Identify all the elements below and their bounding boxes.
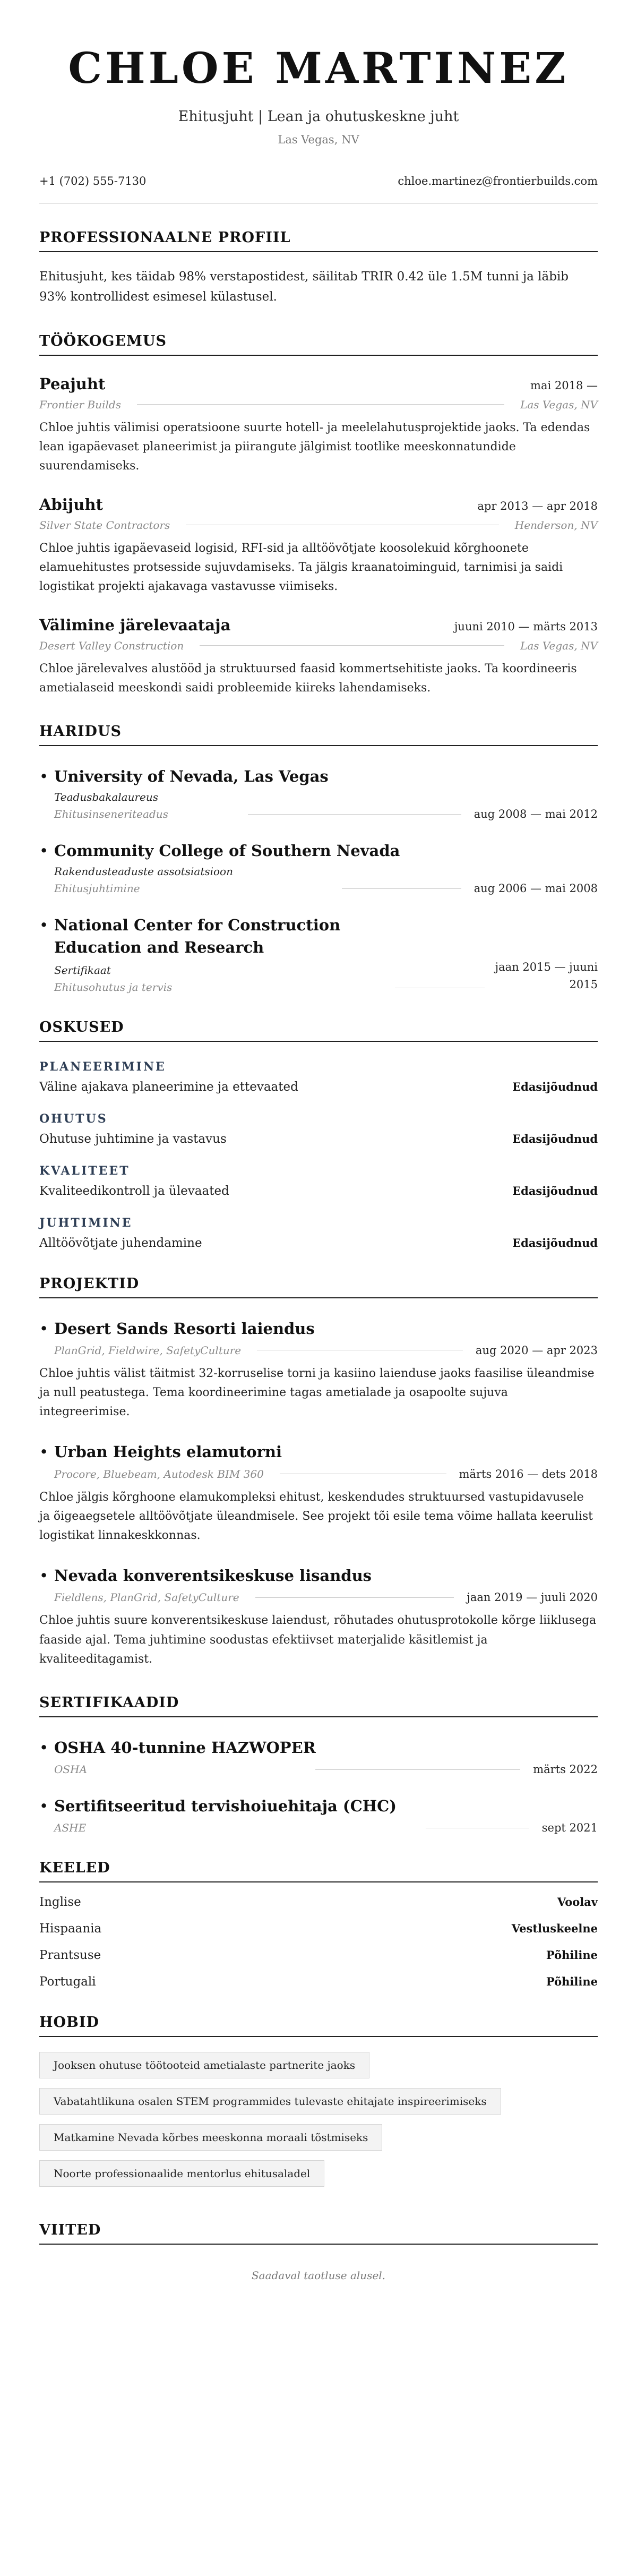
section-title: HOBID [39, 2014, 598, 2037]
certification-issuer: ASHE [54, 1821, 87, 1835]
language-name: Inglise [39, 1895, 81, 1910]
skill-group [39, 1112, 598, 1146]
job-location: Las Vegas, NV [520, 639, 598, 652]
project-dates: märts 2016 — dets 2018 [459, 1467, 598, 1480]
education-entry [39, 840, 598, 895]
divider-line [137, 404, 504, 405]
divider-line [342, 888, 461, 889]
job-entry [39, 495, 598, 597]
bullet-icon: • [39, 1443, 49, 1461]
language-level: Vestluskeelne [511, 1922, 598, 1936]
project-dates: jaan 2019 — juuli 2020 [467, 1591, 598, 1604]
language-row [39, 1922, 598, 1936]
skill-category: KVALITEET [39, 1163, 130, 1178]
skill-group [39, 1164, 598, 1198]
hobby-tag: Vabatahtlikuna osalen STEM programmides tulevaste ehitajate inspireerimiseks [39, 2088, 501, 2115]
project-description: Chloe juhtis suure konverentsikeskuse laiendust, rõhutades ohutusprotokolle kõrge liiklusega faaside ajal. Tema juhtimine soodustas efektiivset materjalide käsitlemist ja kvaliteeditagamist. [39, 1614, 597, 1666]
job-dates: juuni 2010 — märts 2013 [454, 620, 598, 633]
header-divider [39, 203, 598, 204]
hobby-tag: Noorte professionaalide mentorlus ehitusaladel [39, 2160, 324, 2187]
job-location: Henderson, NV [514, 518, 598, 532]
language-name: Hispaania [39, 1922, 102, 1936]
job-description: Chloe juhtis välimisi operatsioone suurte hotell- ja meelelahutusprojektide jaoks. Ta edendas lean igapäevaset planeerimist ja piirangute jälgimist tootlike meeskonnatundide suurendamiseks. [39, 421, 590, 473]
resume-header [39, 43, 598, 146]
hobby-tag: Matkamine Nevada kõrbes meeskonna moraali tõstmiseks [39, 2124, 382, 2151]
project-entry [39, 1317, 598, 1422]
degree: Sertifikaat [54, 963, 111, 977]
project-entry [39, 1564, 598, 1669]
education-dates-line1: jaan 2015 — juuni [495, 961, 598, 974]
section-title: PROFESSIONAALNE PROFIIL [39, 229, 598, 252]
skill-name: Alltöövõtjate juhendamine [39, 1236, 202, 1250]
bullet-icon: • [39, 1567, 49, 1585]
education-section [39, 723, 598, 993]
skill-category: JUHTIMINE [39, 1216, 133, 1230]
bullet-icon: • [39, 842, 49, 860]
project-description: Chloe jälgis kõrghoone elamukompleksi ehitust, keskendudes struktuursed vastupidavusele ja õigeaegsetele alltöövõtjate üleandmisele. See projekt tõi esile tema võime hallata keerulist logistikat linnakeskkonnas. [39, 1490, 593, 1543]
job-description: Chloe juhtis igapäevaseid logisid, RFI-sid ja alltöövõtjate koosolekuid kõrghoonete elamuehitustes protsesside sujuvdamiseks. Ta jälgis kraanatoiminguid, tarnimisi ja saidi logistikat projekti ajakavaga vastavusse viimiseks. [39, 541, 563, 594]
project-dates: aug 2020 — apr 2023 [475, 1343, 598, 1357]
skill-level: Edasijõudnud [512, 1184, 598, 1197]
hobby-tag: Jooksen ohutuse töötooteid ametialaste partnerite jaoks [39, 2052, 369, 2078]
degree: Teadusbakalaureus [54, 791, 159, 804]
candidate-name: CHLOE MARTINEZ [68, 43, 569, 93]
degree: Rakendusteaduste assotsiatsioon [54, 865, 233, 878]
certification-entry [39, 1795, 598, 1834]
hobby-list [39, 2052, 598, 2196]
skill-name: Ohutuse juhtimine ja vastavus [39, 1132, 227, 1146]
job-location: Las Vegas, NV [520, 398, 598, 411]
bullet-icon: • [39, 1739, 49, 1757]
bullet-icon: • [39, 1797, 49, 1816]
certification-entry [39, 1736, 598, 1776]
job-dates: apr 2013 — apr 2018 [477, 499, 598, 512]
contact-row [39, 175, 598, 187]
school-name: National Center for Construction Education and Research [54, 916, 341, 957]
references-text: Saadaval taotluse alusel. [251, 2269, 386, 2282]
job-title: Välimine järelevaataja [39, 615, 231, 634]
skill-level: Edasijõudnud [512, 1080, 598, 1093]
education-entry [39, 765, 598, 820]
projects-section [39, 1276, 598, 1670]
project-tools: Fieldlens, PlanGrid, SafetyCulture [54, 1591, 239, 1604]
language-row [39, 1895, 598, 1909]
certification-name: OSHA 40-tunnine HAZWOPER [54, 1739, 316, 1757]
education-dates: aug 2006 — mai 2008 [474, 882, 598, 895]
phone-number[interactable]: +1 (702) 555-7130 [39, 175, 147, 187]
field-of-study: Ehitusinseneriteadus [54, 808, 168, 821]
certification-date: märts 2022 [533, 1763, 598, 1776]
section-title: TÖÖKOGEMUS [39, 333, 598, 356]
certifications-section [39, 1694, 598, 1834]
project-entry [39, 1441, 598, 1545]
company-name: Silver State Contractors [39, 518, 170, 532]
experience-section [39, 333, 598, 698]
certification-issuer: OSHA [54, 1763, 87, 1776]
bullet-icon: • [39, 916, 49, 935]
job-entry [39, 375, 598, 476]
bullet-icon: • [39, 1319, 49, 1338]
job-description: Chloe järelevalves alustööd ja struktuursed faasid kommertsehitiste jaoks. Ta koordineeris ametialaseid meeskondi saidi probleemide kiireks lahendamiseks. [39, 662, 577, 695]
candidate-location: Las Vegas, NV [278, 133, 359, 146]
language-level: Põhiline [546, 1975, 598, 1989]
education-dates: aug 2008 — mai 2012 [474, 808, 598, 821]
project-name: Urban Heights elamutorni [54, 1443, 282, 1461]
candidate-subtitle: Ehitusjuht | Lean ja ohutuskeskne juht [178, 108, 459, 125]
section-title: VIITED [39, 2222, 598, 2245]
skill-level: Edasijõudnud [512, 1132, 598, 1145]
divider-line [248, 814, 461, 815]
section-title: OSKUSED [39, 1019, 598, 1042]
profile-section [39, 229, 598, 307]
company-name: Frontier Builds [39, 398, 121, 411]
divider-line [315, 1769, 520, 1770]
skill-name: Väline ajakava planeerimine ja ettevaated [39, 1080, 298, 1094]
school-name: Community College of Southern Nevada [54, 842, 400, 860]
skill-name: Kvaliteedikontroll ja ülevaated [39, 1184, 229, 1198]
skill-group [39, 1216, 598, 1250]
divider-line [200, 645, 504, 646]
bullet-icon: • [39, 767, 49, 786]
field-of-study: Ehitusjuhtimine [54, 882, 140, 895]
skill-level: Edasijõudnud [512, 1236, 598, 1250]
section-title: KEELED [39, 1860, 598, 1882]
skills-section [39, 1019, 598, 1250]
divider-line [255, 1597, 454, 1598]
section-title: SERTIFIKAADID [39, 1694, 598, 1717]
skill-category: OHUTUS [39, 1111, 108, 1126]
references-section [39, 2222, 598, 2282]
job-entry [39, 616, 598, 698]
project-tools: Procore, Bluebeam, Autodesk BIM 360 [54, 1467, 264, 1480]
project-name: Nevada konverentsikeskuse lisandus [54, 1567, 372, 1585]
project-tools: PlanGrid, Fieldwire, SafetyCulture [54, 1343, 242, 1357]
language-name: Prantsuse [39, 1948, 101, 1963]
project-description: Chloe juhtis välist täitmist 32-korruselise torni ja kasiino laienduse jaoks faasilise üleandmise ja null peatustega. Tema koordineerimine tagas ametialade ja osapoolte sujuva integreerimise. [39, 1366, 595, 1419]
project-name: Desert Sands Resorti laiendus [54, 1319, 315, 1338]
profile-text: Ehitusjuht, kes täidab 98% verstapostidest, säilitab TRIR 0.42 üle 1.5M tunni ja läbib 93% kontrollidest esimesel külastusel. [39, 270, 569, 304]
field-of-study: Ehitusohutus ja tervis [54, 980, 173, 994]
skill-category: PLANEERIMINE [39, 1059, 166, 1074]
language-name: Portugali [39, 1975, 96, 1989]
language-level: Voolav [557, 1895, 598, 1909]
job-title: Abijuht [39, 495, 103, 514]
school-name: University of Nevada, Las Vegas [54, 767, 329, 786]
language-row [39, 1948, 598, 1962]
education-entry [39, 914, 598, 993]
email-address[interactable]: chloe.martinez@frontierbuilds.com [398, 175, 598, 187]
section-title: PROJEKTID [39, 1276, 598, 1298]
languages-section [39, 1860, 598, 1989]
language-level: Põhiline [546, 1948, 598, 1962]
certification-date: sept 2021 [541, 1821, 598, 1835]
job-title: Peajuht [39, 374, 106, 393]
education-dates-line2: 2015 [569, 978, 598, 991]
company-name: Desert Valley Construction [39, 639, 184, 652]
skill-group [39, 1060, 598, 1094]
hobbies-section [39, 2014, 598, 2196]
job-dates: mai 2018 — [530, 379, 598, 392]
language-row [39, 1975, 598, 1989]
certification-name: Sertifitseeritud tervishoiuehitaja (CHC) [54, 1797, 397, 1816]
section-title: HARIDUS [39, 723, 598, 746]
